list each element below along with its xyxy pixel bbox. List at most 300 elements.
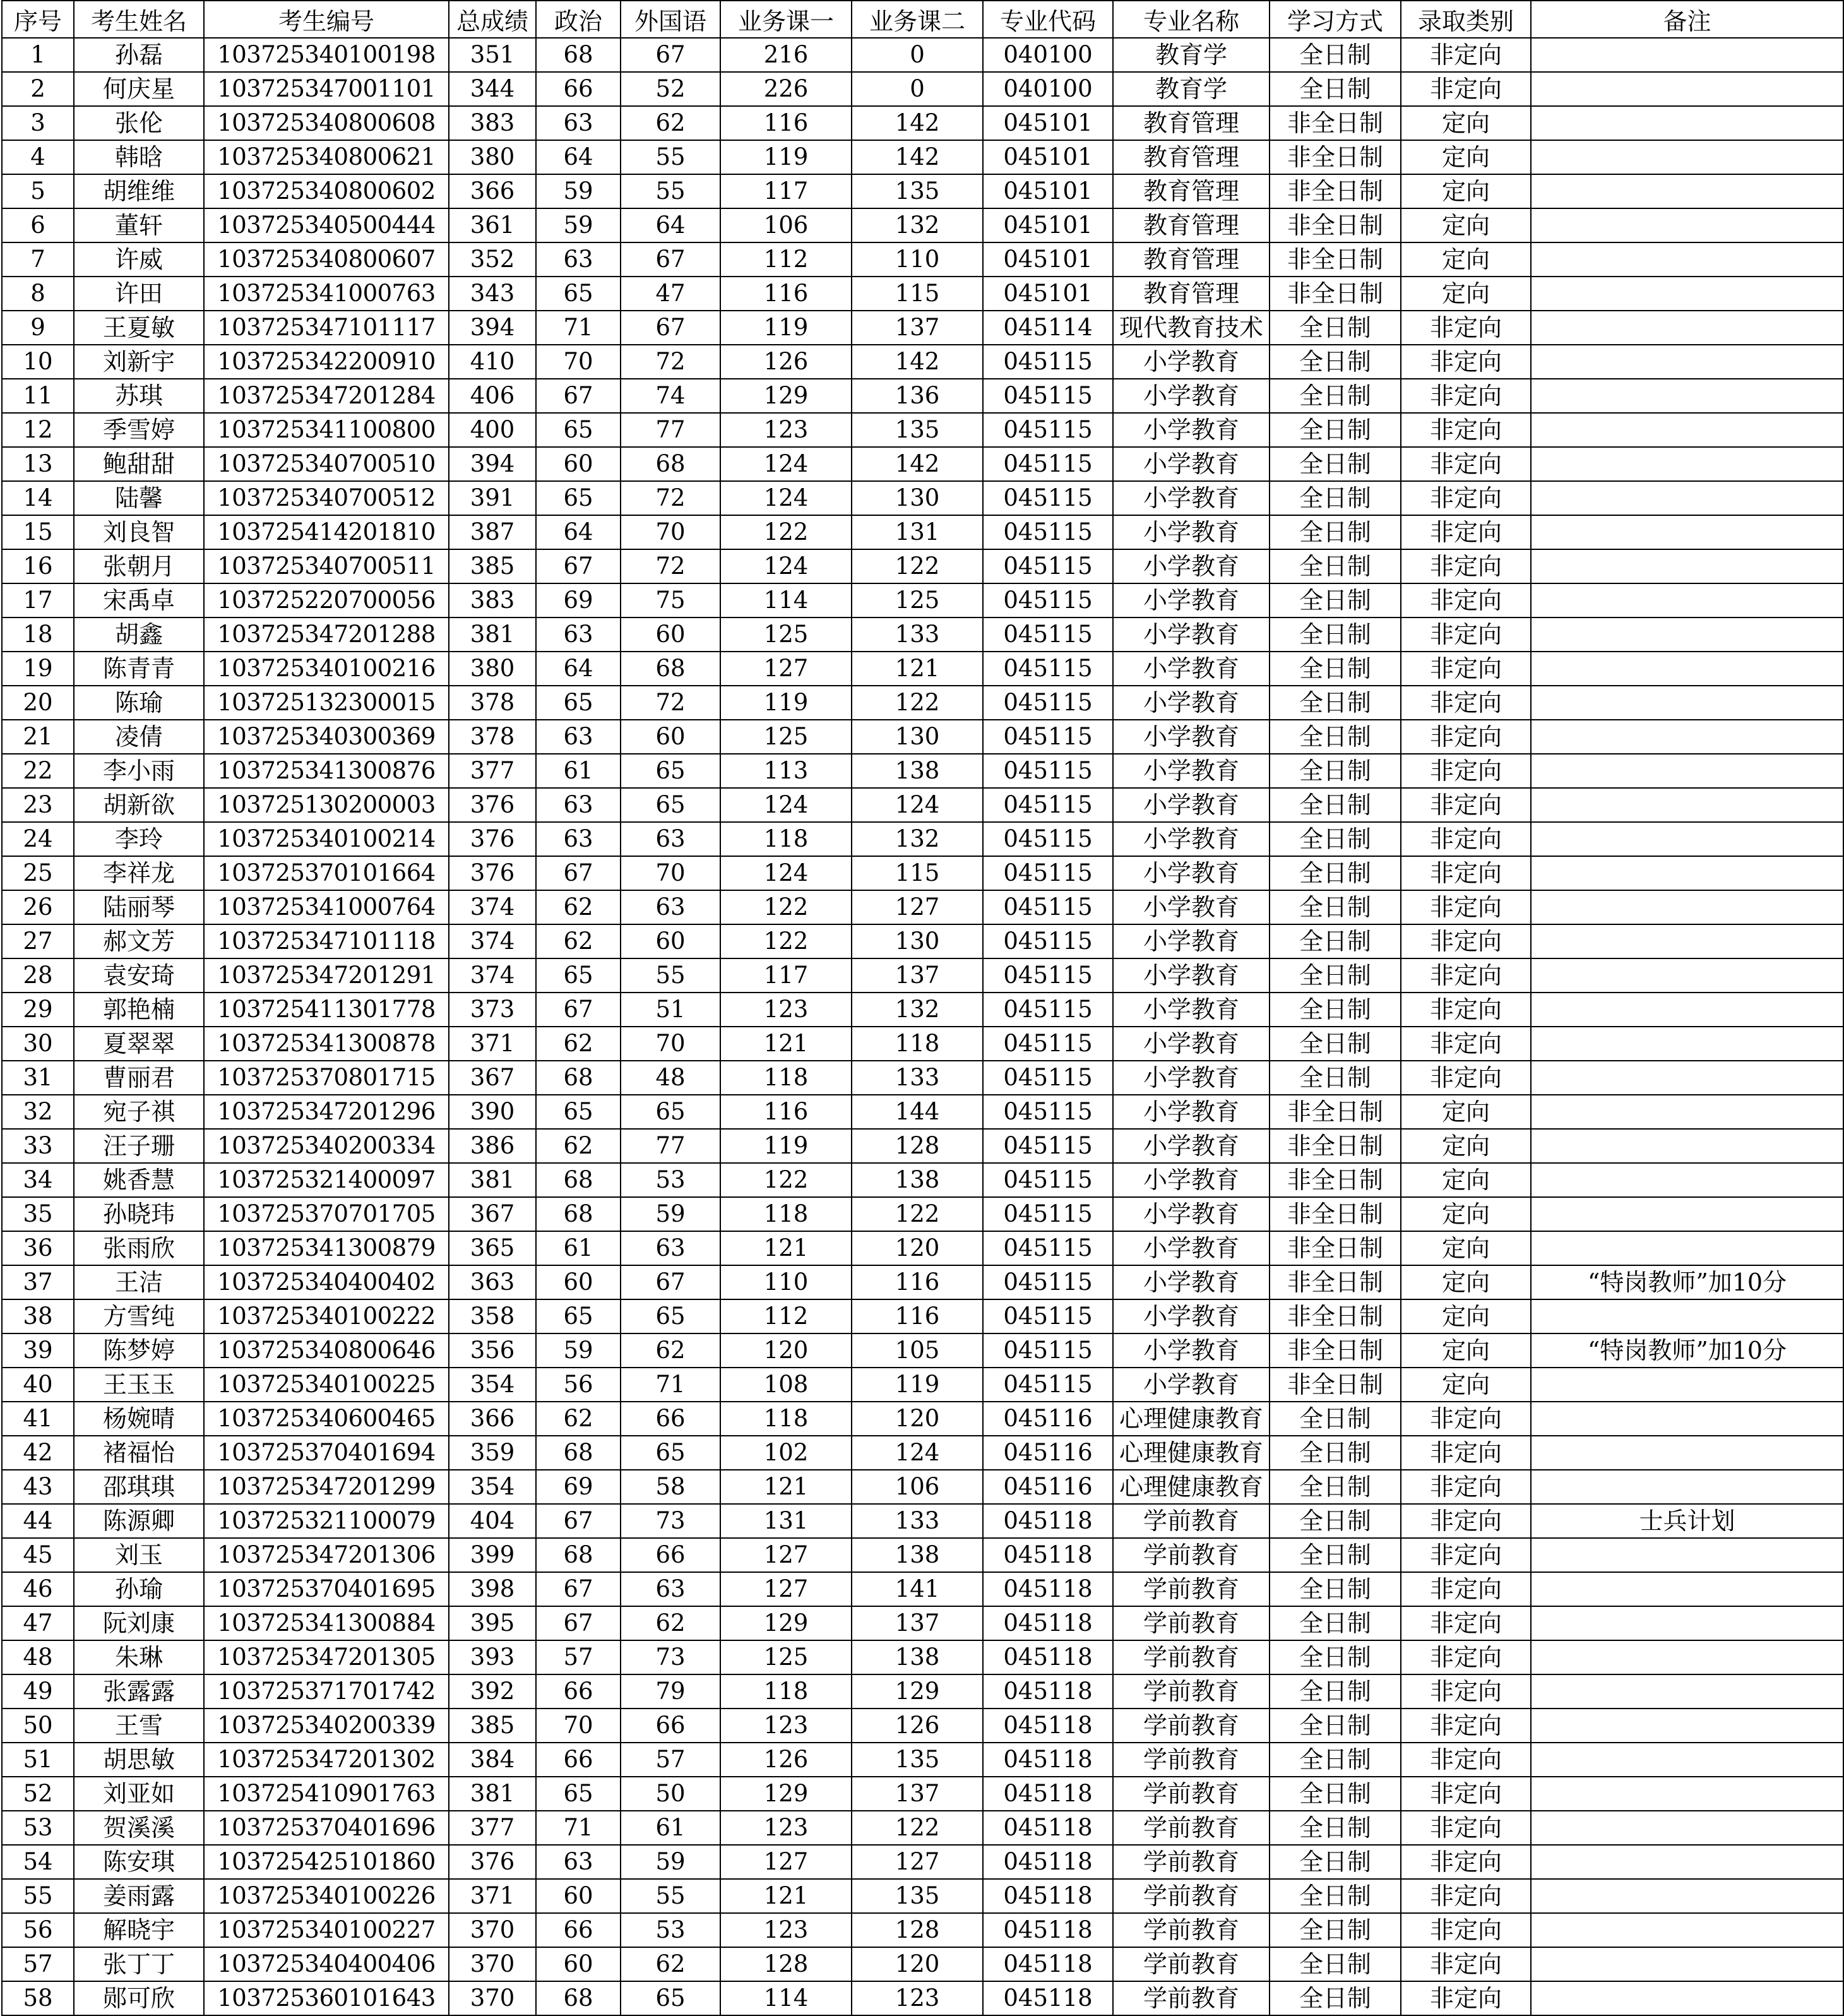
cell-course-two: 0 xyxy=(852,38,983,72)
cell-politics: 65 xyxy=(536,413,621,447)
cell-major-name: 小学教育 xyxy=(1113,1027,1270,1061)
cell-total-score: 354 xyxy=(449,1368,536,1402)
cell-foreign-language: 70 xyxy=(621,856,720,890)
cell-course-one: 117 xyxy=(720,174,852,208)
cell-study-mode: 非全日制 xyxy=(1270,1163,1401,1197)
cell-remarks xyxy=(1531,1811,1843,1845)
cell-candidate-id: 103725341300884 xyxy=(204,1606,449,1640)
cell-candidate-id: 103725347201284 xyxy=(204,379,449,413)
cell-remarks xyxy=(1531,1947,1843,1981)
cell-remarks xyxy=(1531,924,1843,958)
cell-study-mode: 全日制 xyxy=(1270,1436,1401,1470)
cell-foreign-language: 72 xyxy=(621,345,720,379)
cell-major-code: 045118 xyxy=(983,1538,1113,1572)
cell-course-one: 112 xyxy=(720,242,852,277)
table-row xyxy=(2,958,1843,993)
cell-course-two: 120 xyxy=(852,1231,983,1265)
cell-admission-type: 非定向 xyxy=(1401,1606,1531,1640)
cell-major-code: 045115 xyxy=(983,924,1113,958)
cell-admission-type: 非定向 xyxy=(1401,1061,1531,1095)
cell-study-mode: 全日制 xyxy=(1270,1027,1401,1061)
cell-remarks xyxy=(1531,379,1843,413)
cell-foreign-language: 77 xyxy=(621,413,720,447)
table-row xyxy=(2,1504,1843,1538)
cell-politics: 63 xyxy=(536,720,621,754)
cell-major-code: 045115 xyxy=(983,1231,1113,1265)
cell-admission-type: 非定向 xyxy=(1401,1674,1531,1709)
cell-major-name: 小学教育 xyxy=(1113,447,1270,481)
cell-name: 郧可欣 xyxy=(74,1981,204,2015)
cell-major-code: 045118 xyxy=(983,1845,1113,1879)
table-row xyxy=(2,686,1843,720)
cell-course-two: 132 xyxy=(852,822,983,856)
cell-course-two: 135 xyxy=(852,174,983,208)
cell-foreign-language: 68 xyxy=(621,652,720,686)
cell-total-score: 352 xyxy=(449,242,536,277)
cell-major-name: 学前教育 xyxy=(1113,1913,1270,1947)
cell-seq: 25 xyxy=(2,856,74,890)
cell-admission-type: 定向 xyxy=(1401,1265,1531,1299)
cell-course-two: 115 xyxy=(852,277,983,311)
cell-candidate-id: 103725340700510 xyxy=(204,447,449,481)
cell-admission-type: 非定向 xyxy=(1401,413,1531,447)
cell-study-mode: 全日制 xyxy=(1270,379,1401,413)
cell-total-score: 392 xyxy=(449,1674,536,1709)
cell-politics: 65 xyxy=(536,958,621,993)
cell-total-score: 370 xyxy=(449,1913,536,1947)
cell-remarks xyxy=(1531,174,1843,208)
cell-foreign-language: 60 xyxy=(621,924,720,958)
cell-politics: 66 xyxy=(536,1674,621,1709)
cell-study-mode: 全日制 xyxy=(1270,924,1401,958)
cell-study-mode: 全日制 xyxy=(1270,720,1401,754)
cell-remarks: “特岗教师”加10分 xyxy=(1531,1333,1843,1368)
cell-study-mode: 非全日制 xyxy=(1270,208,1401,242)
cell-candidate-id: 103725132300015 xyxy=(204,686,449,720)
table-row xyxy=(2,1709,1843,1743)
cell-name: 郭艳楠 xyxy=(74,993,204,1027)
cell-seq: 31 xyxy=(2,1061,74,1095)
table-row xyxy=(2,174,1843,208)
cell-course-one: 125 xyxy=(720,1640,852,1674)
cell-major-name: 教育管理 xyxy=(1113,140,1270,174)
cell-seq: 49 xyxy=(2,1674,74,1709)
cell-study-mode: 全日制 xyxy=(1270,1402,1401,1436)
cell-course-one: 112 xyxy=(720,1299,852,1333)
cell-major-name: 学前教育 xyxy=(1113,1572,1270,1606)
table-row xyxy=(2,1061,1843,1095)
cell-course-one: 106 xyxy=(720,208,852,242)
cell-politics: 65 xyxy=(536,686,621,720)
cell-admission-type: 非定向 xyxy=(1401,1879,1531,1913)
table-row xyxy=(2,1606,1843,1640)
cell-remarks xyxy=(1531,72,1843,106)
cell-name: 张朝月 xyxy=(74,549,204,583)
cell-course-two: 137 xyxy=(852,311,983,345)
cell-remarks xyxy=(1531,1027,1843,1061)
cell-major-name: 学前教育 xyxy=(1113,1743,1270,1777)
cell-total-score: 370 xyxy=(449,1947,536,1981)
cell-course-two: 137 xyxy=(852,1777,983,1811)
cell-foreign-language: 63 xyxy=(621,1231,720,1265)
cell-remarks xyxy=(1531,993,1843,1027)
cell-major-name: 小学教育 xyxy=(1113,1197,1270,1231)
cell-name: 朱琳 xyxy=(74,1640,204,1674)
table-row xyxy=(2,1231,1843,1265)
cell-name: 韩晗 xyxy=(74,140,204,174)
cell-total-score: 351 xyxy=(449,38,536,72)
table-row xyxy=(2,617,1843,652)
cell-course-two: 124 xyxy=(852,788,983,822)
cell-seq: 48 xyxy=(2,1640,74,1674)
cell-seq: 44 xyxy=(2,1504,74,1538)
col-header-major-name: 专业名称 xyxy=(1113,1,1270,38)
cell-candidate-id: 103725340100227 xyxy=(204,1913,449,1947)
cell-politics: 61 xyxy=(536,754,621,788)
cell-study-mode: 全日制 xyxy=(1270,1743,1401,1777)
cell-admission-type: 定向 xyxy=(1401,1231,1531,1265)
cell-politics: 59 xyxy=(536,208,621,242)
cell-total-score: 377 xyxy=(449,754,536,788)
cell-study-mode: 非全日制 xyxy=(1270,1265,1401,1299)
cell-seq: 30 xyxy=(2,1027,74,1061)
table-row xyxy=(2,1436,1843,1470)
cell-name: 苏琪 xyxy=(74,379,204,413)
cell-name: 季雪婷 xyxy=(74,413,204,447)
cell-course-two: 137 xyxy=(852,1606,983,1640)
cell-name: 孙晓玮 xyxy=(74,1197,204,1231)
cell-candidate-id: 103725347201291 xyxy=(204,958,449,993)
cell-major-code: 045118 xyxy=(983,1606,1113,1640)
cell-major-code: 045101 xyxy=(983,277,1113,311)
cell-foreign-language: 72 xyxy=(621,481,720,515)
cell-remarks xyxy=(1531,447,1843,481)
cell-admission-type: 非定向 xyxy=(1401,754,1531,788)
cell-course-two: 129 xyxy=(852,1674,983,1709)
table-row xyxy=(2,1402,1843,1436)
cell-politics: 68 xyxy=(536,1436,621,1470)
cell-course-two: 135 xyxy=(852,413,983,447)
cell-course-one: 216 xyxy=(720,38,852,72)
cell-major-name: 小学教育 xyxy=(1113,617,1270,652)
cell-foreign-language: 63 xyxy=(621,1572,720,1606)
cell-seq: 9 xyxy=(2,311,74,345)
col-header-course-one: 业务课一 xyxy=(720,1,852,38)
cell-seq: 36 xyxy=(2,1231,74,1265)
cell-name: 王雪 xyxy=(74,1709,204,1743)
cell-study-mode: 全日制 xyxy=(1270,515,1401,549)
cell-seq: 37 xyxy=(2,1265,74,1299)
cell-politics: 63 xyxy=(536,617,621,652)
table-row xyxy=(2,1572,1843,1606)
cell-remarks xyxy=(1531,1129,1843,1163)
cell-seq: 24 xyxy=(2,822,74,856)
cell-course-two: 116 xyxy=(852,1299,983,1333)
cell-seq: 53 xyxy=(2,1811,74,1845)
cell-total-score: 374 xyxy=(449,890,536,924)
cell-remarks: “特岗教师”加10分 xyxy=(1531,1265,1843,1299)
cell-total-score: 376 xyxy=(449,1845,536,1879)
cell-major-code: 045115 xyxy=(983,515,1113,549)
cell-name: 贺溪溪 xyxy=(74,1811,204,1845)
cell-course-two: 131 xyxy=(852,515,983,549)
cell-politics: 56 xyxy=(536,1368,621,1402)
table-row xyxy=(2,1640,1843,1674)
cell-seq: 57 xyxy=(2,1947,74,1981)
cell-total-score: 400 xyxy=(449,413,536,447)
cell-course-two: 123 xyxy=(852,1981,983,2015)
cell-course-one: 118 xyxy=(720,1402,852,1436)
cell-course-two: 126 xyxy=(852,1709,983,1743)
cell-study-mode: 全日制 xyxy=(1270,1538,1401,1572)
cell-major-name: 教育管理 xyxy=(1113,242,1270,277)
cell-total-score: 376 xyxy=(449,822,536,856)
cell-admission-type: 非定向 xyxy=(1401,549,1531,583)
cell-major-code: 045115 xyxy=(983,1265,1113,1299)
cell-admission-type: 定向 xyxy=(1401,1333,1531,1368)
cell-major-code: 045115 xyxy=(983,447,1113,481)
cell-politics: 60 xyxy=(536,1265,621,1299)
cell-candidate-id: 103725220700056 xyxy=(204,583,449,617)
cell-total-score: 363 xyxy=(449,1265,536,1299)
cell-study-mode: 全日制 xyxy=(1270,1709,1401,1743)
cell-study-mode: 全日制 xyxy=(1270,856,1401,890)
cell-seq: 56 xyxy=(2,1913,74,1947)
table-row xyxy=(2,379,1843,413)
cell-politics: 57 xyxy=(536,1640,621,1674)
cell-remarks xyxy=(1531,345,1843,379)
cell-foreign-language: 62 xyxy=(621,1947,720,1981)
cell-seq: 7 xyxy=(2,242,74,277)
cell-foreign-language: 79 xyxy=(621,1674,720,1709)
table-row xyxy=(2,72,1843,106)
cell-seq: 47 xyxy=(2,1606,74,1640)
cell-seq: 14 xyxy=(2,481,74,515)
cell-study-mode: 非全日制 xyxy=(1270,1333,1401,1368)
cell-study-mode: 全日制 xyxy=(1270,38,1401,72)
cell-candidate-id: 103725340300369 xyxy=(204,720,449,754)
cell-admission-type: 非定向 xyxy=(1401,72,1531,106)
cell-course-one: 127 xyxy=(720,1572,852,1606)
cell-candidate-id: 103725340800608 xyxy=(204,106,449,140)
cell-study-mode: 全日制 xyxy=(1270,311,1401,345)
table-row xyxy=(2,1845,1843,1879)
cell-seq: 54 xyxy=(2,1845,74,1879)
cell-candidate-id: 103725411301778 xyxy=(204,993,449,1027)
cell-admission-type: 非定向 xyxy=(1401,1640,1531,1674)
cell-remarks xyxy=(1531,1538,1843,1572)
cell-admission-type: 非定向 xyxy=(1401,481,1531,515)
cell-major-name: 小学教育 xyxy=(1113,890,1270,924)
cell-candidate-id: 103725347101117 xyxy=(204,311,449,345)
cell-foreign-language: 67 xyxy=(621,1265,720,1299)
cell-name: 胡维维 xyxy=(74,174,204,208)
cell-politics: 70 xyxy=(536,345,621,379)
cell-major-code: 040100 xyxy=(983,38,1113,72)
cell-course-one: 129 xyxy=(720,379,852,413)
cell-study-mode: 非全日制 xyxy=(1270,106,1401,140)
cell-course-one: 119 xyxy=(720,311,852,345)
cell-course-one: 123 xyxy=(720,993,852,1027)
cell-candidate-id: 103725341300878 xyxy=(204,1027,449,1061)
cell-foreign-language: 62 xyxy=(621,106,720,140)
cell-remarks: 士兵计划 xyxy=(1531,1504,1843,1538)
cell-candidate-id: 103725347201299 xyxy=(204,1470,449,1504)
cell-major-code: 045116 xyxy=(983,1436,1113,1470)
cell-course-two: 122 xyxy=(852,686,983,720)
cell-course-one: 116 xyxy=(720,1095,852,1129)
cell-remarks xyxy=(1531,515,1843,549)
cell-course-two: 130 xyxy=(852,481,983,515)
cell-total-score: 343 xyxy=(449,277,536,311)
cell-politics: 69 xyxy=(536,1470,621,1504)
cell-study-mode: 非全日制 xyxy=(1270,140,1401,174)
cell-admission-type: 非定向 xyxy=(1401,1811,1531,1845)
admission-table xyxy=(1,0,1844,2016)
cell-study-mode: 非全日制 xyxy=(1270,1095,1401,1129)
table-row xyxy=(2,277,1843,311)
cell-remarks xyxy=(1531,652,1843,686)
cell-name: 陆馨 xyxy=(74,481,204,515)
cell-major-name: 学前教育 xyxy=(1113,1674,1270,1709)
cell-major-code: 045115 xyxy=(983,379,1113,413)
cell-candidate-id: 103725321100079 xyxy=(204,1504,449,1538)
cell-seq: 34 xyxy=(2,1163,74,1197)
cell-remarks xyxy=(1531,1879,1843,1913)
cell-total-score: 367 xyxy=(449,1197,536,1231)
cell-remarks xyxy=(1531,1470,1843,1504)
cell-foreign-language: 71 xyxy=(621,1368,720,1402)
cell-seq: 55 xyxy=(2,1879,74,1913)
header-row xyxy=(2,1,1843,38)
cell-candidate-id: 103725347201296 xyxy=(204,1095,449,1129)
cell-seq: 20 xyxy=(2,686,74,720)
cell-major-code: 045115 xyxy=(983,1163,1113,1197)
col-header-name: 考生姓名 xyxy=(74,1,204,38)
cell-name: 李玲 xyxy=(74,822,204,856)
cell-remarks xyxy=(1531,208,1843,242)
cell-politics: 59 xyxy=(536,174,621,208)
table-row xyxy=(2,720,1843,754)
cell-total-score: 390 xyxy=(449,1095,536,1129)
cell-foreign-language: 68 xyxy=(621,447,720,481)
cell-major-code: 045101 xyxy=(983,242,1113,277)
cell-major-name: 小学教育 xyxy=(1113,379,1270,413)
cell-total-score: 380 xyxy=(449,652,536,686)
table-row xyxy=(2,924,1843,958)
cell-major-name: 学前教育 xyxy=(1113,1640,1270,1674)
cell-remarks xyxy=(1531,1913,1843,1947)
cell-remarks xyxy=(1531,1095,1843,1129)
cell-seq: 21 xyxy=(2,720,74,754)
cell-candidate-id: 103725347201288 xyxy=(204,617,449,652)
cell-course-one: 123 xyxy=(720,413,852,447)
cell-name: 陈安琪 xyxy=(74,1845,204,1879)
cell-foreign-language: 70 xyxy=(621,1027,720,1061)
table-row xyxy=(2,242,1843,277)
cell-course-one: 114 xyxy=(720,1981,852,2015)
cell-major-code: 045118 xyxy=(983,1947,1113,1981)
cell-course-one: 122 xyxy=(720,890,852,924)
cell-course-one: 125 xyxy=(720,617,852,652)
cell-politics: 64 xyxy=(536,140,621,174)
cell-total-score: 373 xyxy=(449,993,536,1027)
cell-politics: 71 xyxy=(536,1811,621,1845)
cell-course-one: 118 xyxy=(720,822,852,856)
cell-name: 陆丽琴 xyxy=(74,890,204,924)
cell-admission-type: 非定向 xyxy=(1401,1504,1531,1538)
cell-politics: 65 xyxy=(536,1299,621,1333)
cell-name: 张伦 xyxy=(74,106,204,140)
cell-course-one: 124 xyxy=(720,856,852,890)
cell-major-name: 教育管理 xyxy=(1113,277,1270,311)
cell-remarks xyxy=(1531,720,1843,754)
cell-name: 夏翠翠 xyxy=(74,1027,204,1061)
cell-course-two: 122 xyxy=(852,1811,983,1845)
cell-seq: 15 xyxy=(2,515,74,549)
cell-study-mode: 非全日制 xyxy=(1270,1231,1401,1265)
cell-course-two: 121 xyxy=(852,652,983,686)
cell-remarks xyxy=(1531,583,1843,617)
cell-course-two: 138 xyxy=(852,1163,983,1197)
cell-study-mode: 全日制 xyxy=(1270,583,1401,617)
cell-name: 袁安琦 xyxy=(74,958,204,993)
cell-remarks xyxy=(1531,1572,1843,1606)
cell-foreign-language: 67 xyxy=(621,242,720,277)
cell-major-code: 045115 xyxy=(983,822,1113,856)
cell-admission-type: 非定向 xyxy=(1401,1947,1531,1981)
cell-course-two: 127 xyxy=(852,1845,983,1879)
cell-seq: 39 xyxy=(2,1333,74,1368)
cell-seq: 6 xyxy=(2,208,74,242)
cell-total-score: 374 xyxy=(449,924,536,958)
cell-name: 姜雨露 xyxy=(74,1879,204,1913)
cell-foreign-language: 66 xyxy=(621,1402,720,1436)
cell-major-code: 045115 xyxy=(983,788,1113,822)
table-row xyxy=(2,1095,1843,1129)
cell-total-score: 376 xyxy=(449,856,536,890)
cell-major-code: 045115 xyxy=(983,856,1113,890)
cell-study-mode: 全日制 xyxy=(1270,1606,1401,1640)
cell-politics: 67 xyxy=(536,549,621,583)
cell-foreign-language: 60 xyxy=(621,617,720,652)
cell-candidate-id: 103725340100222 xyxy=(204,1299,449,1333)
cell-politics: 63 xyxy=(536,242,621,277)
cell-study-mode: 全日制 xyxy=(1270,822,1401,856)
cell-admission-type: 定向 xyxy=(1401,1368,1531,1402)
cell-total-score: 394 xyxy=(449,447,536,481)
cell-foreign-language: 55 xyxy=(621,140,720,174)
cell-name: 解晓宇 xyxy=(74,1913,204,1947)
table-row xyxy=(2,549,1843,583)
cell-major-code: 045115 xyxy=(983,1129,1113,1163)
cell-politics: 67 xyxy=(536,379,621,413)
cell-candidate-id: 103725342200910 xyxy=(204,345,449,379)
cell-course-two: 138 xyxy=(852,1640,983,1674)
cell-admission-type: 非定向 xyxy=(1401,890,1531,924)
cell-major-name: 学前教育 xyxy=(1113,1606,1270,1640)
cell-major-code: 045115 xyxy=(983,720,1113,754)
cell-total-score: 371 xyxy=(449,1879,536,1913)
cell-course-two: 115 xyxy=(852,856,983,890)
cell-major-name: 学前教育 xyxy=(1113,1709,1270,1743)
table-row xyxy=(2,1197,1843,1231)
cell-course-one: 122 xyxy=(720,924,852,958)
cell-politics: 62 xyxy=(536,1129,621,1163)
cell-study-mode: 非全日制 xyxy=(1270,242,1401,277)
cell-study-mode: 全日制 xyxy=(1270,1981,1401,2015)
cell-major-name: 学前教育 xyxy=(1113,1879,1270,1913)
